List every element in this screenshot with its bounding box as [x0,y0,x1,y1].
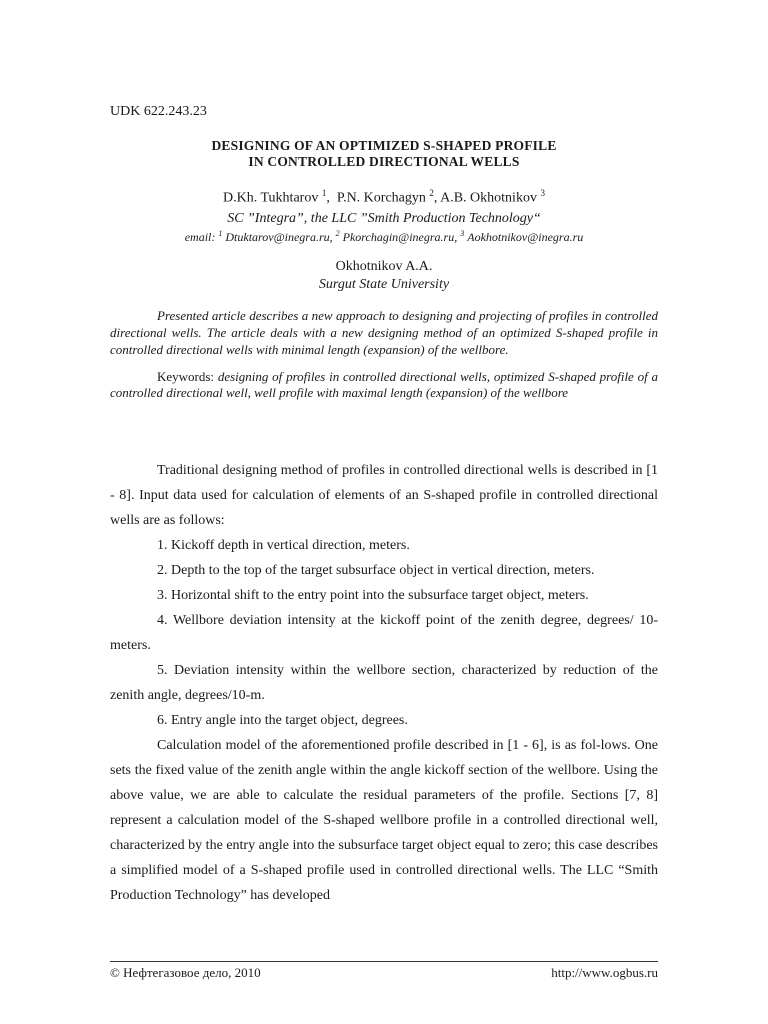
body-text [110,458,658,908]
list-item: 2. Depth to the top of the target subsurface object in vertical direction, meters. [157,563,595,578]
list-item: 6. Entry angle into the target object, degrees. [157,713,408,728]
paper-title [110,138,658,170]
second-author: Okhotnikov A.A. [335,259,433,274]
list-item: 4. Wellbore deviation intensity at the kickoff point of the zenith degree, degrees/ 10-meters. [110,613,658,653]
email-address[interactable]: Dtuktarov@inegra.ru [225,230,330,244]
email-prefix: email: [184,230,219,244]
email-address[interactable]: Aokhotnikov@inegra.ru [467,230,584,244]
title-line-2: IN CONTROLLED DIRECTIONAL WELLS [248,154,520,169]
body-paragraph: Calculation model of the aforementioned profile described in [1 - 6], is as fol-lows. One sets the fixed value of the zenith angle within the angle kickoff section of the wellbore. Using the above value, we are able to calculate the residual parameters of the profile. Sections [7, 8] represent a calculation model of the S-shaped wellbore profile in a controlled directional well, characterized by the entry angle into the subsurface target object equal to zero; this case describes a simplified model of a S-shaped profile used in controlled directional wells. The LLC “Smith Production Technology” has developed [110,738,658,903]
footer-divider [110,961,658,962]
author-affil-mark: 2 [429,188,434,198]
keywords-label: Keywords: [157,369,215,384]
keywords [110,369,658,401]
author-affiliation: SC ”Integra”, the LLC ”Smith Production Technology“ [227,211,541,226]
footer-url[interactable]: http://www.ogbus.ru [551,965,658,980]
author-list: D.Kh. Tukhtarov $^1$, P.N. Korchagyn $^2$, A.B. Okhotnikov $^3$ [223,188,545,206]
email-mark: 3 [460,229,465,238]
list-item: 3. Horizontal shift to the entry point into the subsurface target object, meters. [157,588,589,603]
udk-code: UDK 622.243.23 [110,104,207,119]
body-paragraph: Traditional designing method of profiles in controlled directional wells is described in [1 - 8]. Input data used for calculation of elements of an S-shaped profile in controlled directional wells are as follows: [110,463,658,528]
author-emails: email: $^1$ Dtuktarov@inegra.ru, $^2$ Pkorchagin@inegra.ru, $^3$ Aokhotnikov@inegra.ru [184,229,584,244]
list-item: 1. Kickoff depth in vertical direction, meters. [157,538,410,553]
list-item: 5. Deviation intensity within the wellbore section, characterized by reduction of the zenith angle, degrees/10-m. [110,663,658,703]
keywords-text: designing of profiles in controlled directional wells, optimized S-shaped profile of a controlled directional well, well profile with maximal length (expansion) of the wellbore [110,369,659,400]
title-line-1: DESIGNING OF AN OPTIMIZED S-SHAPED PROFILE [211,138,557,153]
email-mark: 2 [335,229,340,238]
author-name: D.Kh. Tukhtarov [223,190,319,206]
author-name: P.N. Korchagyn [336,190,426,206]
email-mark: 1 [218,229,223,238]
footer-copyright: © Нефтегазовое дело, 2010 [110,965,261,980]
author-name: A.B. Okhotnikov [440,190,537,206]
email-address[interactable]: Pkorchagin@inegra.ru [342,230,455,244]
author-affil-mark: 3 [540,188,545,198]
author-affil-mark: 1 [321,188,327,198]
abstract: Presented article describes a new approach to designing and projecting of profiles in controlled directional wells. The article deals with a new designing method of an optimized S-shaped profile in controlled directional wells with minimal length (expansion) of the wellbore. [110,308,658,357]
second-affiliation: Surgut State University [318,277,450,292]
